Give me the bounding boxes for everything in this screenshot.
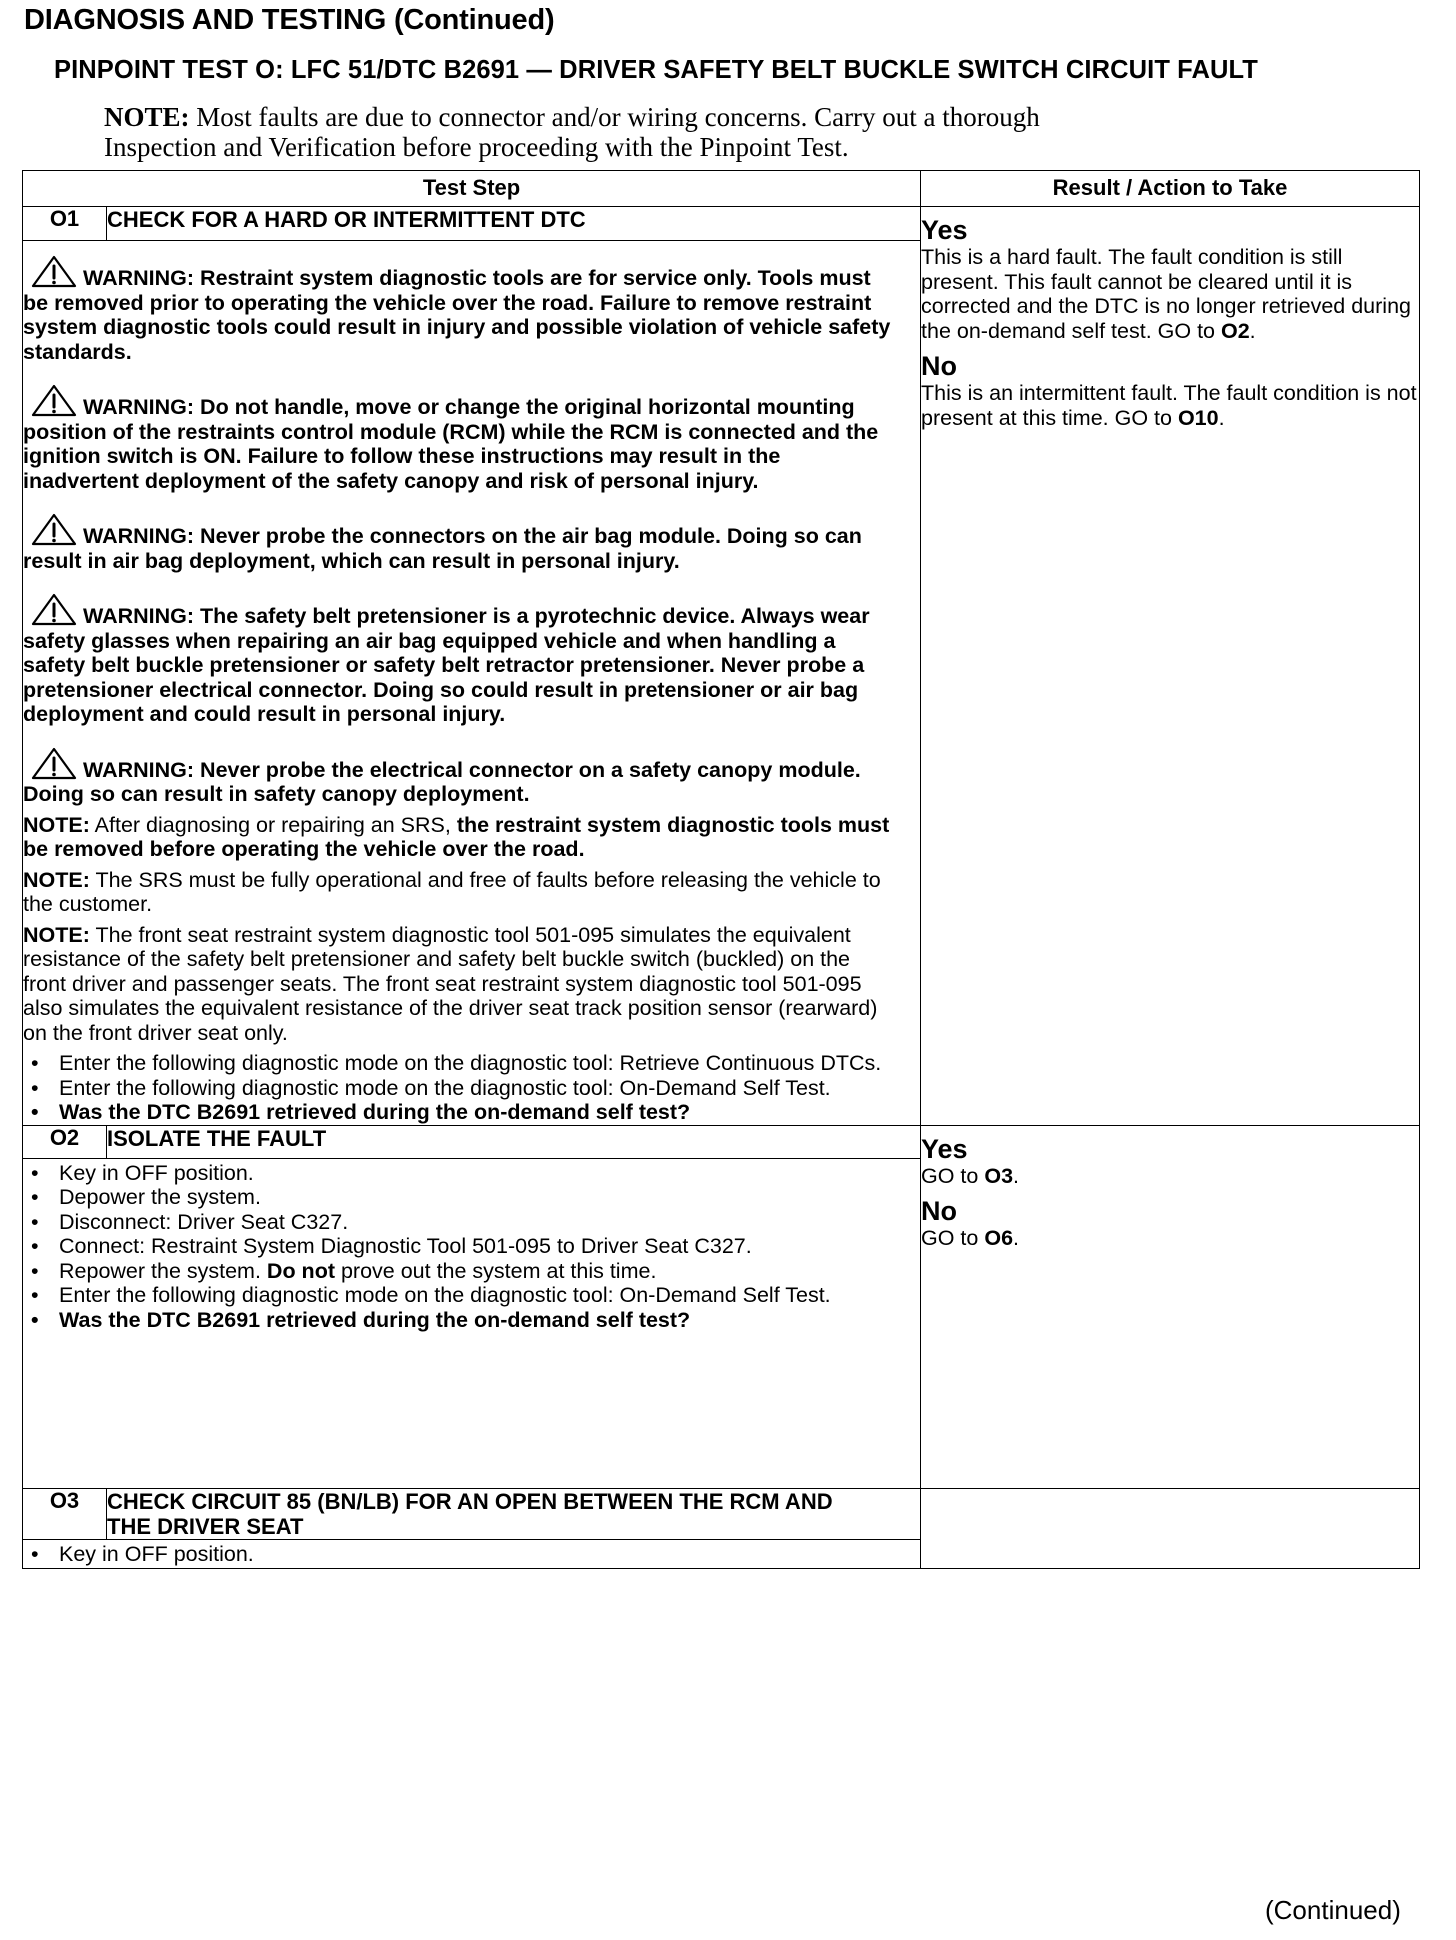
list-item: • Connect: Restraint System Diagnostic Tool 501-095 to Driver Seat C327. [23, 1234, 892, 1259]
list-item: • Enter the following diagnostic mode on the diagnostic tool: On-Demand Self Test. [23, 1283, 892, 1308]
pinpoint-test-title: PINPOINT TEST O: LFC 51/DTC B2691 — DRIVER SAFETY BELT BUCKLE SWITCH CIRCUIT FAULT [54, 56, 1258, 84]
result-yes-text: GO to O3. [921, 1163, 1020, 1188]
warning-block: WARNING: Never probe the electrical connector on a safety canopy module. Doing so can result in safety canopy deployment. [23, 747, 892, 807]
warning-triangle-icon [31, 384, 77, 418]
note-block: NOTE: The SRS must be fully operational and free of faults before releasing the vehicle to the customer. [23, 867, 881, 916]
result-yes-label: Yes [921, 215, 968, 245]
step-o2-body [23, 1158, 921, 1488]
goto-link[interactable]: O2 [1220, 318, 1250, 343]
step-o1-actions [23, 1051, 892, 1125]
step-o3-heading-row [23, 1488, 1420, 1539]
result-no-text: This is an intermittent fault. The fault condition is not present at this time. GO to O10. [921, 381, 1417, 430]
result-no-label: No [921, 1196, 958, 1226]
warning-triangle-icon [31, 255, 77, 289]
step-heading: ISOLATE THE FAULT [107, 1125, 921, 1158]
warning-triangle-icon [31, 747, 77, 781]
step-number: O1 [23, 207, 107, 241]
pinpoint-test-table [22, 170, 1420, 1569]
list-item: • Enter the following diagnostic mode on the diagnostic tool: Retrieve Continuous DTCs. [23, 1051, 892, 1076]
intro-note-label: NOTE: [104, 102, 190, 132]
list-item: • Key in OFF position. [23, 1542, 920, 1567]
step-number: O3 [23, 1488, 107, 1539]
goto-link[interactable]: O6 [984, 1226, 1014, 1250]
warning-triangle-icon [31, 593, 77, 627]
result-no-text: GO to O6. [921, 1226, 1020, 1250]
result-no-label: No [921, 351, 958, 381]
warning-block: WARNING: Do not handle, move or change the original horizontal mounting position of the restraints control module (RCM) while the RCM is connected and the ignition switch is ON. Failure to follow these instructions may result in the inadvertent deployment of the safety canopy and risk of personal injury. [23, 384, 892, 493]
warning-block: WARNING: The safety belt pretensioner is a pyrotechnic device. Always wear safety glasses when repairing an air bag equipped vehicle and when handling a safety belt buckle pretensioner or safety belt retractor pretensioner. Never probe a pretensioner electrical connector. Doing so could result in pretensioner or air bag deployment and could result in personal injury. [23, 593, 892, 727]
header-test-step: Test Step [23, 171, 921, 207]
step-o1-result [921, 207, 1420, 1126]
step-o2-heading-row [23, 1125, 1420, 1158]
list-item: • Enter the following diagnostic mode on the diagnostic tool: On-Demand Self Test. [23, 1076, 892, 1101]
step-o2-result [921, 1125, 1420, 1488]
step-o1-body [23, 241, 921, 1126]
warning-block: WARNING: Restraint system diagnostic tools are for service only. Tools must be removed prior to operating the vehicle over the road. Failure to remove restraint system diagnostic tools could result in injury and possible violation of vehicle safety standards. [23, 255, 892, 364]
list-item: • Disconnect: Driver Seat C327. [23, 1210, 892, 1235]
note-block: NOTE: After diagnosing or repairing an SRS, the restraint system diagnostic tools must be removed before operating the vehicle over the road. [23, 812, 890, 861]
step-o2-actions [23, 1161, 892, 1333]
continued-footer: (Continued) [1265, 1895, 1401, 1925]
table-header-row [23, 171, 1420, 207]
intro-note [104, 102, 1344, 162]
goto-link[interactable]: O10 [1177, 405, 1219, 430]
intro-note-line1: Most faults are due to connector and/or wiring concerns. Carry out a thorough [189, 102, 1040, 132]
warning-block: WARNING: Never probe the connectors on the air bag module. Doing so can result in air bag deployment, which can result in personal injury. [23, 513, 892, 573]
note-block: NOTE: The front seat restraint system diagnostic tool 501-095 simulates the equivalent resistance of the safety belt pretensioner and safety belt buckle switch (buckled) on the front driver and passenger seats. The front seat restraint system diagnostic tool 501-095 also simulates the equivalent resistance of the driver seat track position sensor (rearward) on the front driver seat only. [23, 922, 878, 1045]
intro-note-line2: Inspection and Verification before proceeding with the Pinpoint Test. [104, 132, 849, 162]
result-yes-text: This is a hard fault. The fault condition is still present. This fault cannot be cleared until it is corrected and the DTC is no longer retrieved during the on-demand self test. GO to O2. [921, 245, 1411, 343]
goto-link[interactable]: O3 [984, 1163, 1014, 1188]
step-number: O2 [23, 1125, 107, 1158]
step-o1-heading-row [23, 207, 1420, 241]
header-result-action: Result / Action to Take [921, 171, 1420, 207]
result-yes-label: Yes [921, 1133, 968, 1164]
list-item: • Key in OFF position. [23, 1161, 892, 1186]
warning-triangle-icon [31, 513, 77, 547]
step-o3-actions [23, 1542, 920, 1567]
list-item: • Repower the system. Do not prove out the system at this time. [23, 1259, 892, 1284]
step-question: • Was the DTC B2691 retrieved during the on-demand self test? [23, 1100, 892, 1125]
page-title: DIAGNOSIS AND TESTING (Continued) [24, 4, 555, 36]
step-question: • Was the DTC B2691 retrieved during the on-demand self test? [23, 1308, 892, 1333]
step-o3-result [921, 1488, 1420, 1569]
step-heading: CHECK FOR A HARD OR INTERMITTENT DTC [107, 207, 921, 241]
list-item: • Depower the system. [23, 1185, 892, 1210]
step-o3-body [23, 1539, 921, 1569]
step-heading: CHECK CIRCUIT 85 (BN/LB) FOR AN OPEN BETWEEN THE RCM AND THE DRIVER SEAT [107, 1488, 921, 1539]
